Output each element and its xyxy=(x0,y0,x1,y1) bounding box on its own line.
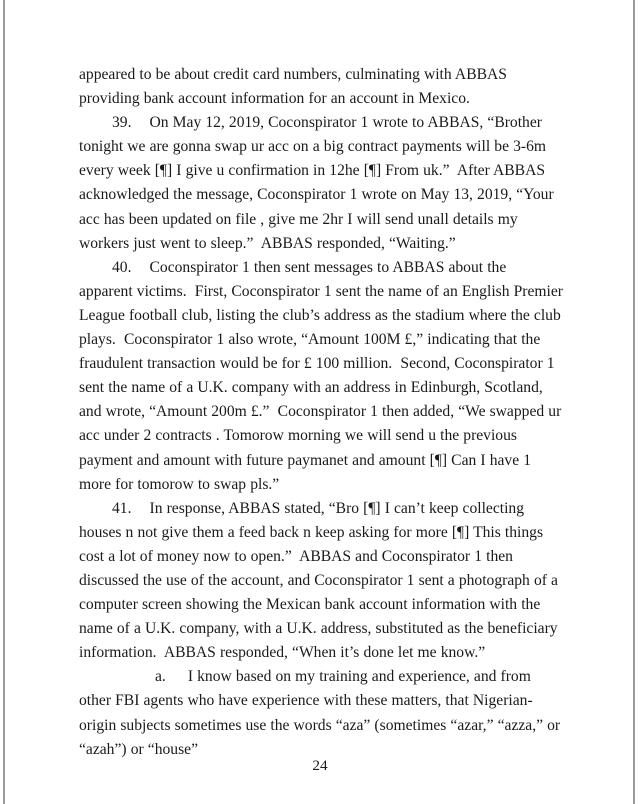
paragraph-41 xyxy=(79,497,563,666)
paragraph-number: 41. xyxy=(112,499,132,517)
paragraph-text: In response, ABBAS stated, “Bro [¶] I can’t keep collecting houses n not give them a feed back n keep asking for more [¶] This things cost a lot of money now to open.” ABBAS and Coconspirator 1 then discussed the use of the account, and Coconspirator 1 sent a photograph of a computer screen showing the Mexican bank account information with the name of a U.K. company, with a U.K. address, substituted as the beneficiary information. ABBAS responded, “When it’s done let me know.” xyxy=(79,499,563,662)
document-body xyxy=(79,63,568,762)
paragraph-text: I know based on my training and experience, and from other FBI agents who have experience with these matters, that Nigerian-origin subjects sometimes use the words “aza” (sometimes “azar,” “azza,” or “azah”) or “house” xyxy=(79,668,565,758)
subparagraph-41a xyxy=(79,665,563,761)
paragraph-39 xyxy=(79,111,563,256)
paragraph-text: Coconspirator 1 then sent messages to ABBAS about the apparent victims. First, Coconspirator 1 sent the name of an English Premier League football club, listing the club’s address as the stadium where the club plays. Coconspirator 1 also wrote, “Amount 100M £,” indicating that the fraudulent transaction would be for £ 100 million. Second, Coconspirator 1 sent the name of a U.K. company with an address in Edinburgh, Scotland, and wrote, “Amount 200m £.” Coconspirator 1 then added, “We swapped ur acc under 2 contracts . Tomorow morning we will send u the previous payment and amount with future paymanet and amount [¶] Can I have 1 more for tomorow to swap pls.” xyxy=(79,258,568,493)
paragraph-number: 40. xyxy=(112,258,132,276)
page-right-border-rule xyxy=(633,0,635,804)
page-left-border-rule xyxy=(3,0,5,804)
subparagraph-letter: a. xyxy=(155,668,166,686)
page-number: 24 xyxy=(312,757,328,774)
continued-paragraph-38 xyxy=(79,63,563,111)
paragraph-text: appeared to be about credit card numbers, culminating with ABBAS providing bank account information for an account in Mexico. xyxy=(79,66,512,108)
paragraph-text: On May 12, 2019, Coconspirator 1 wrote to ABBAS, “Brother tonight we are gonna swap ur acc on a big contract payments will be 3-6m every week [¶] I give u confirmation in 12he [¶] From uk.” After ABBAS acknowledged the message, Coconspirator 1 wrote on May 13, 2019, “Your acc has been updated on file , give me 2hr I will send unall details my workers just went to sleep.” ABBAS responded, “Waiting.” xyxy=(79,114,558,252)
paragraph-number: 39. xyxy=(112,114,132,132)
paragraph-40 xyxy=(79,256,568,497)
